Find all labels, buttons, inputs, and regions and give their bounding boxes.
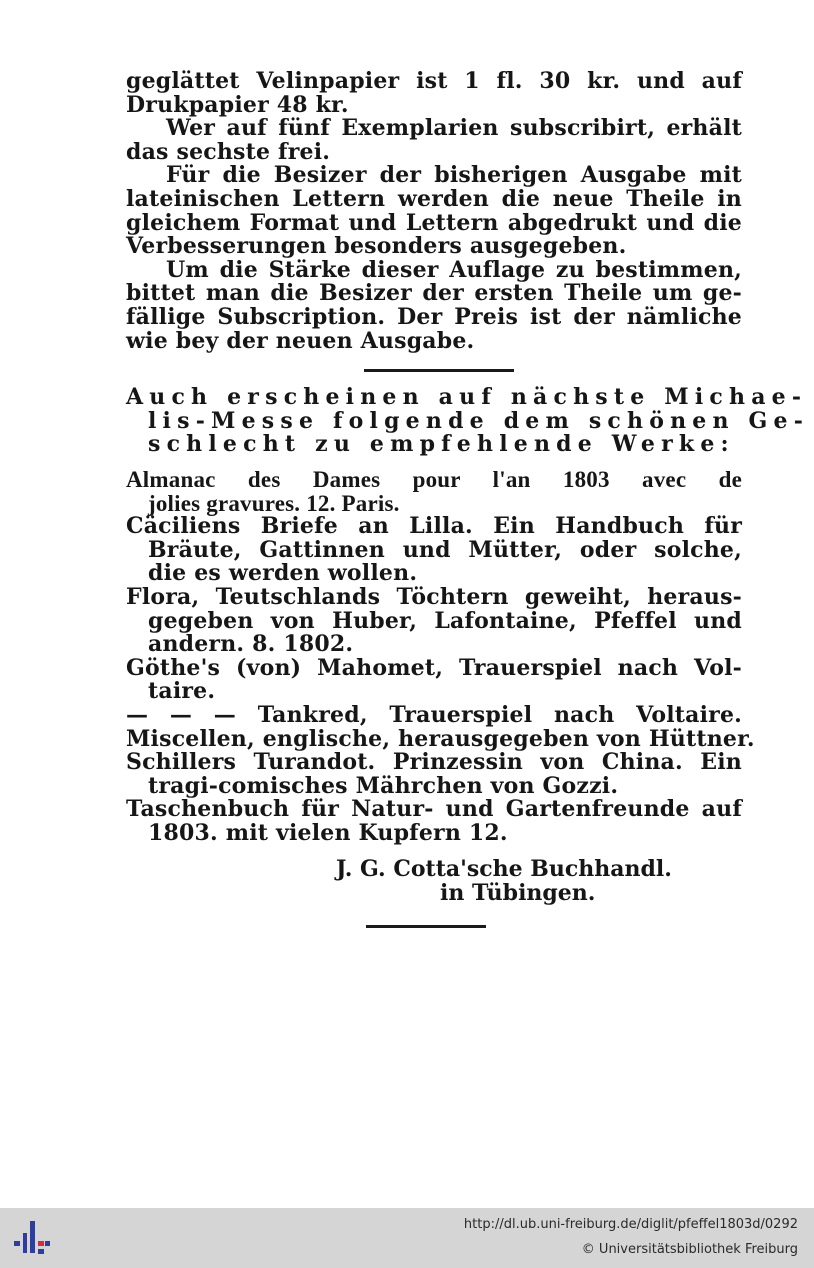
- text-line: geglättet Velinpapier ist 1 fl. 30 kr. und auf: [126, 68, 742, 94]
- book-entry: [126, 583, 742, 658]
- book-entry: [126, 751, 742, 798]
- entry-line: Göthe's (von) Mahomet, Trauerspiel nach Vol-: [126, 654, 742, 681]
- entry-line: andern. 8. 1802.: [148, 631, 354, 658]
- text-line: Drukpapier 48 kr.: [126, 91, 349, 118]
- book-list: [126, 467, 755, 846]
- book-entry: [126, 515, 742, 586]
- copyright-text: © Universitätsbibliothek Freiburg: [581, 1242, 798, 1257]
- book-entry: [126, 468, 742, 515]
- entry-line: — — — Tankred, Trauerspiel nach Voltaire.: [126, 701, 742, 728]
- entry-line: Cäciliens Briefe an Lilla. Ein Handbuch für: [126, 513, 742, 540]
- text-line: Für die Besizer der bisherigen Ausgabe mit: [166, 162, 742, 189]
- entry-line: Bräute, Gattinnen und Mütter, oder solche,: [148, 536, 742, 563]
- book-entry: [126, 725, 755, 752]
- book-entry: [126, 798, 742, 845]
- text-line: wie bey der neuen Ausgabe.: [126, 327, 475, 354]
- entry-line: Almanac des Dames pour l'an 1803 avec de: [126, 467, 742, 492]
- text-line: lateinischen Lettern werden die neue Theile in: [126, 185, 742, 212]
- entry-line: Miscellen, englische, herausgegeben von Hüttner.: [126, 725, 755, 752]
- entry-line: taire.: [148, 678, 216, 705]
- ub-freiburg-logo-icon: [12, 1219, 52, 1259]
- text-line: bittet man die Besizer der ersten Theile um ge-: [126, 280, 742, 307]
- entry-line: die es werden wollen.: [148, 560, 418, 587]
- footer-bar: [0, 1208, 814, 1268]
- book-entry: [126, 701, 742, 728]
- source-url-link[interactable]: http://dl.ub.uni-freiburg.de/diglit/pfeffel1803d/0292: [463, 1217, 798, 1232]
- entry-line: jolies gravures. 12. Paris.: [148, 490, 400, 516]
- divider-rule: [364, 369, 514, 372]
- entry-line: tragi-comisches Mährchen von Gozzi.: [148, 772, 619, 799]
- text-line: fällige Subscription. Der Preis ist der nämliche: [126, 303, 742, 330]
- text-line: das sechste frei.: [126, 138, 331, 165]
- divider-rule: [366, 925, 486, 928]
- entry-line: Taschenbuch für Natur- und Gartenfreunde auf: [126, 796, 742, 823]
- text-line: gleichem Format und Lettern abgedrukt und die: [126, 209, 742, 236]
- publisher-signature: J. G. Cotta'sche Buchhandl.: [336, 856, 672, 882]
- entry-line: Flora, Teutschlands Töchtern geweiht, heraus-: [126, 583, 742, 610]
- announcement-heading: [126, 384, 810, 458]
- entry-line: Schillers Turandot. Prinzessin von China. Ein: [126, 749, 742, 776]
- subscription-text: [126, 70, 742, 353]
- text-line: Wer auf fünf Exemplarien subscribirt, erhält: [166, 115, 742, 142]
- text-line: Um die Stärke dieser Auflage zu bestimmen,: [166, 256, 742, 283]
- heading-line: schlecht zu empfehlende Werke:: [148, 431, 735, 458]
- text-line: Verbesserungen besonders ausgegeben.: [126, 233, 627, 260]
- publisher-location: in Tübingen.: [440, 880, 596, 906]
- entry-line: gegeben von Huber, Lafontaine, Pfeffel und: [148, 607, 742, 634]
- entry-line: 1803. mit vielen Kupfern 12.: [148, 819, 508, 846]
- heading-line: Auch erscheinen auf nächste Michae-: [126, 384, 808, 410]
- book-entry: [126, 654, 742, 705]
- heading-line: lis-Messe folgende dem schönen Ge-: [148, 407, 810, 434]
